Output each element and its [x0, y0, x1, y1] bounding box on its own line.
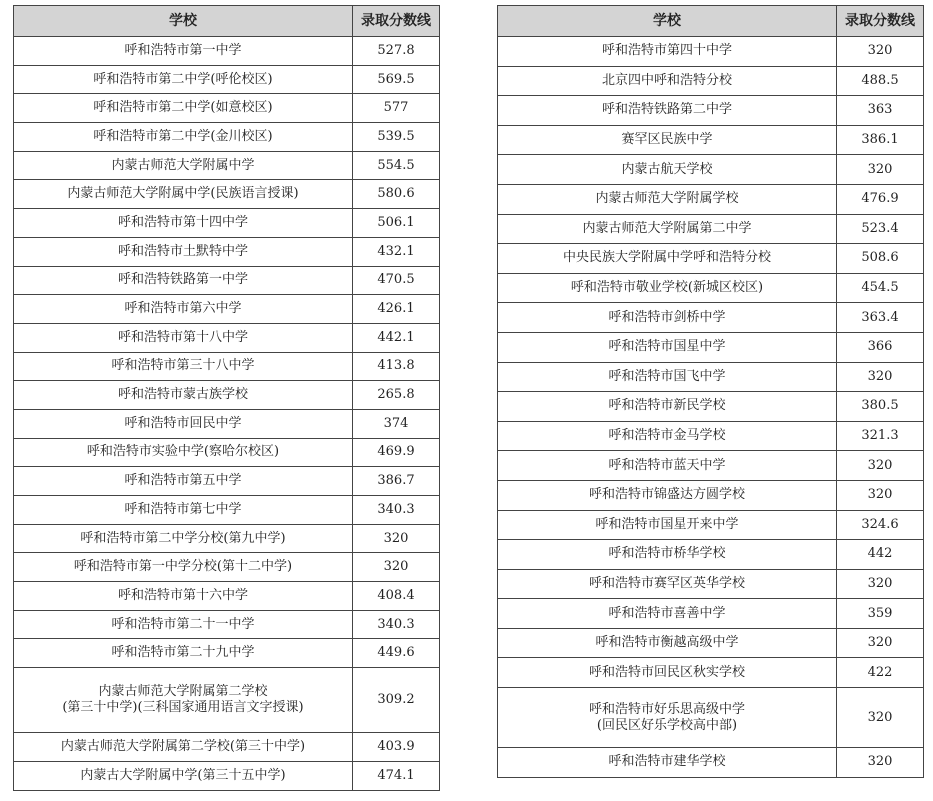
- school-name-cell: 内蒙古师范大学附属中学: [14, 151, 353, 180]
- admission-score-cell: 408.4: [353, 582, 440, 611]
- school-name-cell: 呼和浩特市敬业学校(新城区校区): [498, 273, 837, 303]
- table-row: [14, 180, 440, 209]
- table-row: [498, 362, 924, 392]
- school-name-cell: 赛罕区民族中学: [498, 125, 837, 155]
- school-name-cell: 内蒙古师范大学附属学校: [498, 184, 837, 214]
- admission-score-cell: 474.1: [353, 761, 440, 790]
- table-row: [14, 295, 440, 324]
- school-name-cell: 内蒙古航天学校: [498, 155, 837, 185]
- table-row: [14, 65, 440, 94]
- table-row: [14, 438, 440, 467]
- table-row: [14, 323, 440, 352]
- admission-score-cell: 320: [837, 451, 924, 481]
- admission-score-cell: 320: [353, 524, 440, 553]
- admission-score-cell: 442: [837, 540, 924, 570]
- admission-score-cell: 340.3: [353, 496, 440, 525]
- admission-score-cell: 403.9: [353, 733, 440, 762]
- school-name-cell: 呼和浩特市第二中学(金川校区): [14, 123, 353, 152]
- table-row: [498, 688, 924, 748]
- admission-score-cell: 449.6: [353, 639, 440, 668]
- school-name-cell: 中央民族大学附属中学呼和浩特分校: [498, 244, 837, 274]
- school-name-cell: 内蒙古大学附属中学(第三十五中学): [14, 761, 353, 790]
- school-name-cell: 呼和浩特铁路第二中学: [498, 96, 837, 126]
- admission-score-cell: 320: [837, 569, 924, 599]
- admission-score-cell: 359: [837, 599, 924, 629]
- school-name-cell: 呼和浩特市第五中学: [14, 467, 353, 496]
- admission-score-cell: 577: [353, 94, 440, 123]
- admission-score-cell: 265.8: [353, 381, 440, 410]
- table-row: [498, 214, 924, 244]
- admission-score-cell: 539.5: [353, 123, 440, 152]
- table-row: [498, 184, 924, 214]
- score-column-header: 录取分数线: [837, 6, 924, 37]
- table-row: [498, 748, 924, 778]
- school-name-cell: 呼和浩特市国星开来中学: [498, 510, 837, 540]
- admission-score-cell: 527.8: [353, 37, 440, 66]
- school-name-cell: 呼和浩特市建华学校: [498, 748, 837, 778]
- admission-score-cell: 320: [837, 628, 924, 658]
- admission-score-cell: 366: [837, 332, 924, 362]
- table-row: [14, 209, 440, 238]
- school-column-header: 学校: [498, 6, 837, 37]
- table-row: [14, 733, 440, 762]
- school-name-cell: 呼和浩特市第二中学(如意校区): [14, 94, 353, 123]
- school-column-header: 学校: [14, 6, 353, 37]
- table-row: [498, 658, 924, 688]
- school-name-cell: 呼和浩特市锦盛达方圆学校: [498, 480, 837, 510]
- admission-score-cell: 554.5: [353, 151, 440, 180]
- admission-score-cell: 569.5: [353, 65, 440, 94]
- table-row: [14, 151, 440, 180]
- table-row: [498, 628, 924, 658]
- table-row: [14, 352, 440, 381]
- school-name-cell: 内蒙古师范大学附属中学(民族语言授课): [14, 180, 353, 209]
- school-name-cell: 呼和浩特市赛罕区英华学校: [498, 569, 837, 599]
- school-name-cell: 呼和浩特市第四十中学: [498, 37, 837, 67]
- table-row: [498, 303, 924, 333]
- admission-score-cell: 470.5: [353, 266, 440, 295]
- admission-score-cell: 340.3: [353, 610, 440, 639]
- table-row: [498, 451, 924, 481]
- school-name-cell: 呼和浩特市国飞中学: [498, 362, 837, 392]
- table-row: [14, 668, 440, 733]
- admission-score-cell: 320: [837, 37, 924, 67]
- table-row: [14, 553, 440, 582]
- school-name-cell: 呼和浩特市蓝天中学: [498, 451, 837, 481]
- table-row: [498, 37, 924, 67]
- table-row: [14, 582, 440, 611]
- admission-score-cell: 320: [837, 155, 924, 185]
- school-name-cell: 呼和浩特市国星中学: [498, 332, 837, 362]
- school-name-cell: 呼和浩特铁路第一中学: [14, 266, 353, 295]
- school-name-cell: 内蒙古师范大学附属第二学校 (第三十中学)(三科国家通用语言文字授课): [14, 668, 353, 733]
- table-row: [498, 392, 924, 422]
- school-name-cell: 呼和浩特市新民学校: [498, 392, 837, 422]
- school-name-cell: 呼和浩特市第二十一中学: [14, 610, 353, 639]
- school-name-cell: 北京四中呼和浩特分校: [498, 66, 837, 96]
- school-name-cell: 呼和浩特市第二中学分校(第九中学): [14, 524, 353, 553]
- school-name-cell: 呼和浩特市第一中学分校(第十二中学): [14, 553, 353, 582]
- table-row: [14, 94, 440, 123]
- school-name-cell: 内蒙古师范大学附属第二学校(第三十中学): [14, 733, 353, 762]
- admission-score-cell: 320: [353, 553, 440, 582]
- left-score-table: [13, 5, 440, 791]
- admission-score-cell: 413.8: [353, 352, 440, 381]
- score-column-header: 录取分数线: [353, 6, 440, 37]
- admission-score-cell: 320: [837, 748, 924, 778]
- table-row: [14, 409, 440, 438]
- table-row: [14, 237, 440, 266]
- table-row: [14, 496, 440, 525]
- admission-score-cell: 363.4: [837, 303, 924, 333]
- admission-score-cell: 422: [837, 658, 924, 688]
- table-row: [498, 510, 924, 540]
- school-name-cell: 呼和浩特市好乐思高级中学 (回民区好乐学校高中部): [498, 688, 837, 748]
- table-header-row: [14, 6, 440, 37]
- admission-score-cell: 488.5: [837, 66, 924, 96]
- admission-score-cell: 309.2: [353, 668, 440, 733]
- admission-score-cell: 469.9: [353, 438, 440, 467]
- admission-score-cell: 324.6: [837, 510, 924, 540]
- table-row: [14, 381, 440, 410]
- table-row: [498, 66, 924, 96]
- admission-score-cell: 386.7: [353, 467, 440, 496]
- admission-score-cell: 523.4: [837, 214, 924, 244]
- school-name-cell: 呼和浩特市第六中学: [14, 295, 353, 324]
- admission-score-cell: 426.1: [353, 295, 440, 324]
- school-name-cell: 呼和浩特市第七中学: [14, 496, 353, 525]
- table-row: [498, 421, 924, 451]
- school-name-cell: 呼和浩特市第一中学: [14, 37, 353, 66]
- admission-score-cell: 320: [837, 480, 924, 510]
- admission-score-cell: 386.1: [837, 125, 924, 155]
- table-row: [498, 155, 924, 185]
- table-row: [498, 125, 924, 155]
- admission-score-cell: 320: [837, 688, 924, 748]
- table-row: [14, 639, 440, 668]
- table-row: [14, 123, 440, 152]
- school-name-cell: 呼和浩特市剑桥中学: [498, 303, 837, 333]
- school-name-cell: 呼和浩特市桥华学校: [498, 540, 837, 570]
- table-row: [498, 244, 924, 274]
- table-row: [14, 266, 440, 295]
- school-name-cell: 呼和浩特市第十六中学: [14, 582, 353, 611]
- admission-score-cell: 320: [837, 362, 924, 392]
- school-name-cell: 呼和浩特市衡越高级中学: [498, 628, 837, 658]
- school-name-cell: 呼和浩特市第三十八中学: [14, 352, 353, 381]
- table-row: [498, 599, 924, 629]
- table-row: [14, 467, 440, 496]
- table-row: [498, 273, 924, 303]
- school-name-cell: 呼和浩特市第二中学(呼伦校区): [14, 65, 353, 94]
- school-name-cell: 呼和浩特市第二十九中学: [14, 639, 353, 668]
- school-name-cell: 呼和浩特市金马学校: [498, 421, 837, 451]
- table-header-row: [498, 6, 924, 37]
- table-row: [498, 569, 924, 599]
- table-row: [498, 96, 924, 126]
- table-row: [498, 540, 924, 570]
- school-name-cell: 呼和浩特市第十八中学: [14, 323, 353, 352]
- admission-score-cell: 321.3: [837, 421, 924, 451]
- school-name-cell: 呼和浩特市土默特中学: [14, 237, 353, 266]
- school-name-cell: 呼和浩特市回民中学: [14, 409, 353, 438]
- left-table-body: [14, 37, 440, 791]
- table-row: [14, 610, 440, 639]
- right-table-body: [498, 37, 924, 778]
- school-name-cell: 呼和浩特市喜善中学: [498, 599, 837, 629]
- table-row: [14, 524, 440, 553]
- school-name-cell: 内蒙古师范大学附属第二中学: [498, 214, 837, 244]
- school-name-cell: 呼和浩特市蒙古族学校: [14, 381, 353, 410]
- table-row: [14, 761, 440, 790]
- table-row: [498, 480, 924, 510]
- admission-score-cell: 374: [353, 409, 440, 438]
- admission-score-cell: 476.9: [837, 184, 924, 214]
- admission-score-cell: 363: [837, 96, 924, 126]
- admission-score-cell: 380.5: [837, 392, 924, 422]
- table-row: [498, 332, 924, 362]
- school-name-cell: 呼和浩特市回民区秋实学校: [498, 658, 837, 688]
- admission-score-cell: 432.1: [353, 237, 440, 266]
- admission-score-cell: 454.5: [837, 273, 924, 303]
- admission-score-cell: 508.6: [837, 244, 924, 274]
- table-row: [14, 37, 440, 66]
- admission-score-cell: 506.1: [353, 209, 440, 238]
- school-name-cell: 呼和浩特市实验中学(察哈尔校区): [14, 438, 353, 467]
- right-score-table: [497, 5, 924, 778]
- admission-score-cell: 442.1: [353, 323, 440, 352]
- admission-score-cell: 580.6: [353, 180, 440, 209]
- school-name-cell: 呼和浩特市第十四中学: [14, 209, 353, 238]
